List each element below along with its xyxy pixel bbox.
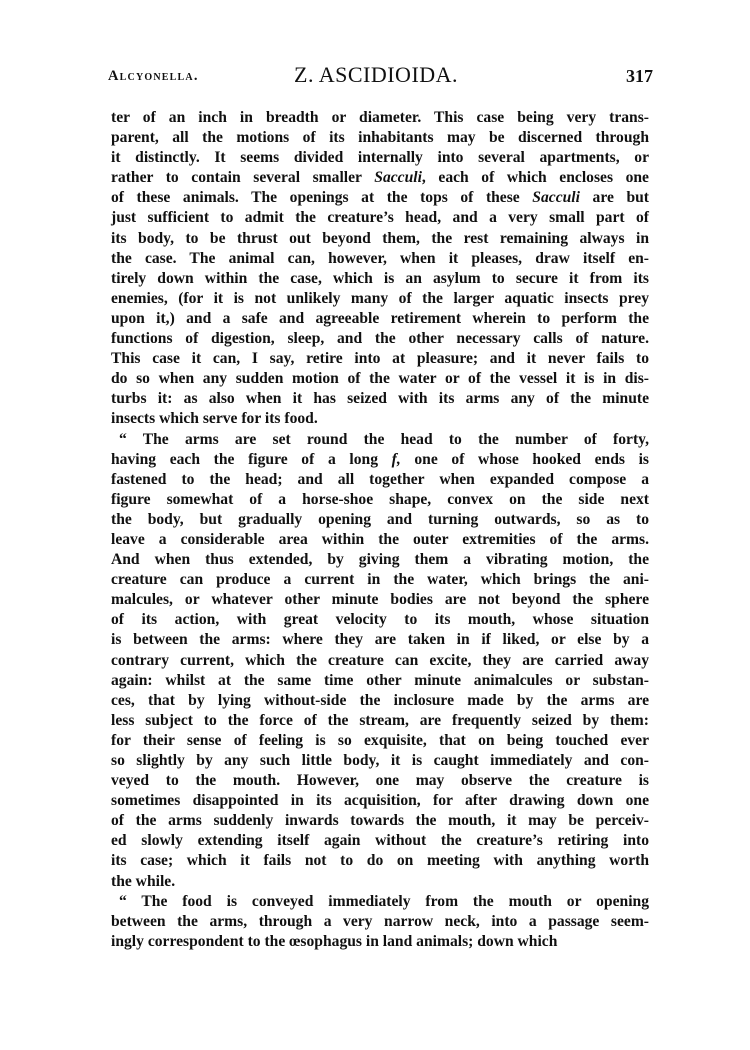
- text-line: upon it,) and a safe and agreeable retirement wherein to perform the: [111, 309, 649, 327]
- text-line: it distinctly. It seems divided internally into several apartments, or: [111, 149, 649, 167]
- text-line: ter of an inch in breadth or diameter. This case being very trans-: [111, 109, 649, 126]
- text-line: is between the arms: where they are taken in if liked, or else by a: [111, 631, 649, 649]
- text-line: its case; which it fails not to do on meeting with anything worth: [111, 852, 649, 870]
- text-line: contrary current, which the creature can excite, they are carried away: [111, 651, 649, 669]
- text-line: parent, all the motions of its inhabitants may be discerned through: [111, 129, 649, 147]
- text-line: sometimes disappointed in its acquisition, for after drawing down one: [111, 792, 649, 810]
- page-number: 317: [626, 66, 653, 86]
- text-line: the body, but gradually opening and turning outwards, so as to: [111, 510, 649, 528]
- text-line: This case it can, I say, retire into at pleasure; and it never fails to: [111, 350, 649, 368]
- text-line: enemies, (for it is not unlikely many of the larger aquatic insects prey: [111, 289, 649, 307]
- text-line: fastened to the head; and all together when expanded compose a: [111, 470, 649, 488]
- text-line: leave a considerable area within the outer extremities of the arms.: [111, 530, 649, 548]
- text-line: tirely down within the case, which is an asylum to secure it from its: [111, 269, 649, 287]
- text-line: rather to contain several smaller Sacculi, each of which encloses one: [111, 169, 649, 187]
- text-line: so slightly by any such little body, it is caught immediately and con-: [111, 752, 649, 769]
- text-line: the while.: [111, 872, 176, 890]
- chapter-title: Z. ASCIDIOIDA.: [294, 62, 459, 87]
- text-line: of these animals. The openings at the tops of these Sacculi are but: [111, 189, 649, 207]
- text-line: between the arms, through a very narrow neck, into a passage seem-: [111, 912, 649, 930]
- text-line: veyed to the mouth. However, one may observe the creature is: [111, 772, 649, 790]
- body-text: [111, 108, 649, 952]
- text-line: of the arms suddenly inwards towards the mouth, it may be perceiv-: [111, 812, 649, 830]
- text-line: ces, that by lying without-side the inclosure made by the arms are: [111, 691, 649, 709]
- text-line: just sufficient to admit the creature’s head, and a very small part of: [111, 209, 649, 227]
- text-line: ingly correspondent to the œsophagus in land animals; down which: [111, 932, 558, 950]
- text-line: insects which serve for its food.: [111, 410, 318, 428]
- text-line: malcules, or whatever other minute bodies are not beyond the sphere: [111, 591, 649, 609]
- text-line: again: whilst at the same time other minute animalcules or substan-: [111, 671, 649, 689]
- text-line: “ The arms are set round the head to the number of forty,: [119, 430, 649, 448]
- text-line: And when thus extended, by giving them a vibrating motion, the: [111, 551, 649, 569]
- text-line: ed slowly extending itself again without the creature’s retiring into: [111, 832, 649, 850]
- text-line: do so when any sudden motion of the water or of the vessel it is in dis-: [111, 370, 649, 388]
- text-line: for their sense of feeling is so exquisite, that on being touched ever: [111, 731, 649, 749]
- text-line: figure somewhat of a horse-shoe shape, convex on the side next: [111, 490, 649, 508]
- running-header: [108, 62, 653, 92]
- paragraph: [111, 108, 649, 430]
- text-line: the case. The animal can, however, when it pleases, draw itself en-: [111, 249, 649, 267]
- text-line: turbs it: as also when it has seized with its arms any of the minute: [111, 390, 649, 408]
- paragraph: [111, 430, 649, 892]
- text-line: creature can produce a current in the water, which brings the ani-: [111, 571, 649, 589]
- text-line: “ The food is conveyed immediately from the mouth or opening: [119, 892, 649, 910]
- text-line: its body, to be thrust out beyond them, the rest remaining always in: [111, 229, 649, 247]
- text-line: less subject to the force of the stream, are frequently seized by them:: [111, 711, 649, 729]
- paragraph: [111, 892, 649, 952]
- text-line: of its action, with great velocity to its mouth, whose situation: [111, 611, 649, 629]
- text-line: functions of digestion, sleep, and the other necessary calls of nature.: [111, 330, 649, 348]
- section-name: Alcyonella.: [108, 68, 199, 84]
- text-line: having each the figure of a long f, one of whose hooked ends is: [111, 450, 649, 468]
